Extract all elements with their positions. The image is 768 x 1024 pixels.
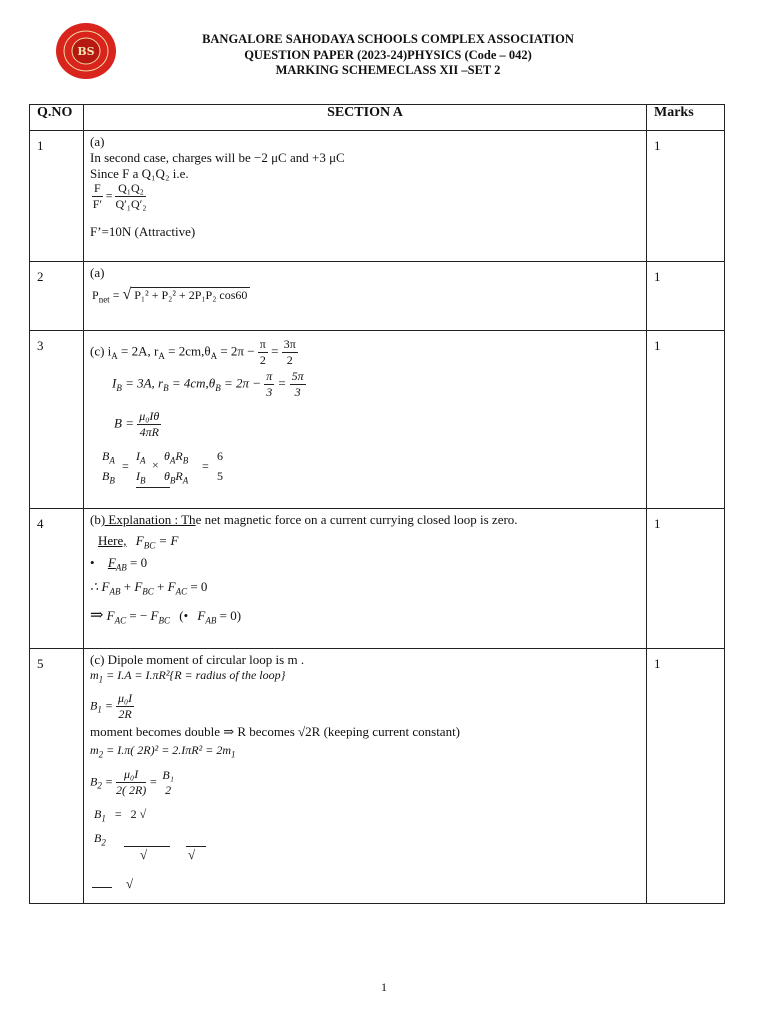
eq-sign: = −: [129, 608, 148, 623]
equals-sign: =: [104, 774, 113, 789]
force-vector: F: [134, 579, 143, 594]
answer-cell: [84, 509, 647, 649]
force-vector: F: [167, 579, 176, 594]
force-vector: F: [150, 608, 159, 623]
equals-sign: =: [277, 375, 287, 391]
explanation-line: [90, 512, 518, 528]
fraction-bar: [136, 487, 170, 488]
fraction-bar: [92, 887, 112, 888]
subscript: B: [169, 475, 176, 486]
implies-sign: ⇒: [90, 607, 104, 624]
fraction-numerator: B₁: [162, 767, 174, 782]
equals-sign: =: [149, 774, 158, 789]
eq-I: I: [112, 375, 117, 391]
moment-symbol: m: [90, 743, 99, 757]
answer-text: Since F a Q₁Q₂ i.e.: [90, 166, 189, 181]
subscript: BC: [142, 586, 154, 597]
subscript: AB: [205, 615, 217, 626]
plus-sign: +: [123, 579, 132, 594]
equals-sign: =: [112, 288, 123, 302]
subscript: BC: [158, 615, 171, 626]
equation-line: [90, 691, 134, 722]
fraction-denominator: 3: [266, 385, 273, 399]
paren-open: (•: [179, 608, 189, 623]
subscript: B: [182, 455, 189, 466]
subscript: AC: [175, 586, 188, 597]
field-symbol: B: [90, 698, 98, 713]
equation-line: [90, 337, 298, 368]
subscript: A: [111, 351, 118, 362]
equation-line: [90, 668, 285, 684]
subscript: B: [109, 475, 115, 486]
subscript: A: [210, 351, 218, 362]
plus-sign: +: [157, 579, 165, 594]
subscript: 2: [97, 780, 102, 791]
fraction-denominator: Q′₁Q′₂: [115, 197, 147, 211]
eq-B: B =: [114, 415, 134, 431]
bullet: •: [90, 555, 95, 570]
sqrt-icon: √: [140, 847, 148, 862]
equals-sign: =: [114, 807, 122, 821]
table-row: [30, 262, 725, 331]
answer-text: moment becomes double ⇒ R becomes √2R (keeping current constant): [90, 724, 461, 739]
force-vector: F: [197, 608, 206, 623]
answer-text: (c) Dipole moment of circular loop is m .: [90, 652, 305, 667]
fraction-denominator: 4πR: [139, 425, 159, 439]
question-number: 3: [30, 331, 84, 509]
equation: [92, 181, 146, 212]
subscript: 1: [231, 749, 236, 760]
marks-value: 1: [647, 331, 725, 509]
document-header: [150, 32, 626, 79]
force-vector: F: [107, 555, 116, 570]
eq-i: (c) i: [90, 343, 112, 359]
formula-subscript: net: [98, 294, 110, 305]
eq-rhs: = I.π( 2R)² = 2.IπR² = 2m: [106, 743, 231, 757]
subscript: B: [116, 383, 122, 394]
ratio-theta-top: θ: [164, 449, 170, 463]
equation-line: [94, 807, 146, 823]
equation-line: [90, 579, 207, 597]
times-sign: ×: [152, 458, 159, 472]
answer-cell: [84, 131, 647, 262]
fraction-denominator: 2: [165, 782, 172, 797]
eq-rhs: = I.A = I.πR²{R = radius of the loop}: [106, 668, 286, 682]
moment-symbol: m: [90, 668, 99, 682]
subscript: B: [163, 383, 169, 394]
ratio-b-bottom: B: [102, 469, 110, 483]
subscript: 2: [98, 749, 104, 760]
equals-sign: =: [122, 459, 129, 473]
eq-part: = 2π −: [223, 375, 262, 391]
subscript: 1: [98, 674, 104, 685]
subscript: A: [169, 455, 176, 466]
equation: [92, 286, 250, 304]
force-vector: F: [106, 608, 115, 623]
eq-rhs: = F: [158, 533, 179, 548]
fraction-numerator: μ₀I: [116, 767, 146, 783]
column-header-marks: Marks: [647, 105, 725, 131]
eq-rhs: = 0): [219, 608, 242, 623]
ratio-result-top: 6: [217, 449, 223, 463]
subscript: AC: [114, 615, 127, 626]
answer-cell: [84, 262, 647, 331]
answer-text: In second case, charges will be −2 μC and +3 μC: [90, 150, 345, 165]
field-symbol: B: [94, 831, 102, 845]
marks-value: 1: [647, 649, 725, 904]
equation-line: [90, 767, 176, 798]
equals-sign: =: [202, 459, 209, 473]
page-number: 1: [381, 980, 387, 994]
fraction-numerator: π: [266, 369, 273, 383]
header-line-1: BANGALORE SAHODAYA SCHOOLS COMPLEX ASSOCIATION: [202, 32, 574, 46]
eq-rhs: 2 √: [130, 807, 147, 821]
equation-line: [90, 555, 147, 573]
answer-option: (a): [90, 265, 105, 280]
ratio-theta-bottom: θ: [164, 469, 170, 483]
explanation-label: ) Explanation : Th: [100, 512, 196, 527]
column-header-qno: Q.NO: [30, 105, 84, 131]
equation-line: [94, 831, 106, 847]
sqrt-icon: √: [188, 847, 196, 862]
ratio-b-top: B: [102, 449, 110, 463]
eq-part: = 3A, r: [125, 375, 164, 391]
equation-line: [90, 743, 236, 759]
equals-sign: =: [271, 343, 279, 359]
subscript: 2: [101, 837, 106, 848]
subscript: B: [140, 475, 146, 486]
fraction-denominator: 2( 2R): [115, 783, 147, 797]
svg-text:BS: BS: [77, 45, 95, 58]
therefore-force: ∴ F: [90, 579, 110, 594]
marks-value: 1: [647, 131, 725, 262]
sqrt-icon: √: [122, 286, 132, 303]
fraction-numerator: Q₁Q₂: [115, 181, 146, 197]
answer-result: F’=10N (Attractive): [90, 224, 196, 239]
table-row: [30, 649, 725, 904]
fraction-numerator: 5π: [291, 369, 304, 383]
subscript: AB: [109, 586, 121, 597]
answer-cell: [84, 331, 647, 509]
eq-rhs: = 0: [190, 579, 208, 594]
subscript: A: [140, 455, 146, 466]
eq-part: = 2cm,θ: [168, 343, 211, 359]
question-number: 2: [30, 262, 84, 331]
subscript: 1: [101, 813, 106, 824]
fraction-denominator: 2R: [118, 707, 132, 721]
table-row: [30, 131, 725, 262]
fraction-denominator: F′: [92, 197, 102, 211]
explanation-option: (b: [90, 512, 101, 527]
subscript: 1: [97, 704, 102, 715]
subscript: B: [215, 383, 221, 394]
field-symbol: B: [94, 807, 102, 821]
equals-sign: =: [104, 698, 113, 713]
force-vector: F: [135, 533, 144, 548]
eq-rhs: = 0: [130, 555, 148, 570]
equals-sign: =: [105, 188, 113, 203]
subscript: A: [182, 475, 189, 486]
eq-part: = 4cm,θ: [171, 375, 216, 391]
equation-line: [112, 369, 306, 400]
fraction-denominator: 2: [286, 353, 293, 367]
subscript: AB: [115, 562, 127, 573]
table-row: [30, 509, 725, 649]
table-row: [30, 331, 725, 509]
marks-value: 1: [647, 509, 725, 649]
question-number: 5: [30, 649, 84, 904]
sqrt-icon: √: [126, 876, 134, 891]
fraction-numerator: μ₀I: [117, 691, 133, 705]
equation-line: [114, 409, 161, 440]
header-line-3: MARKING SCHEMECLASS XII –SET 2: [275, 63, 501, 77]
ratio-result-bottom: 5: [217, 469, 223, 483]
equation-line: [98, 533, 178, 551]
formula-rhs: P₁² + P₂² + 2P₁P₂ cos60: [131, 287, 250, 302]
answer-cell: [84, 649, 647, 904]
fraction-denominator: 3: [294, 385, 301, 399]
header-line-2: QUESTION PAPER (2023-24)PHYSICS (Code – 042): [244, 47, 532, 62]
marks-value: 1: [647, 262, 725, 331]
marking-scheme-table: [29, 104, 725, 904]
here-label: Here,: [98, 533, 127, 548]
fraction-denominator: 2: [259, 353, 266, 367]
question-number: 1: [30, 131, 84, 262]
school-logo: [55, 22, 117, 80]
field-symbol: B: [90, 774, 98, 789]
ratio-i-bottom: I: [136, 469, 140, 483]
eq-part: = 2A, r: [121, 343, 159, 359]
fraction-numerator: π: [259, 337, 266, 351]
fraction-numerator: 3π: [283, 337, 296, 351]
fraction-numerator: μ₀Iθ: [139, 409, 160, 423]
question-number: 4: [30, 509, 84, 649]
column-header-section: SECTION A: [84, 105, 647, 131]
subscript: A: [158, 351, 165, 362]
answer-option: (a): [90, 134, 105, 149]
equation-line: [90, 605, 241, 626]
formula-lhs: P: [92, 288, 99, 302]
ratio-i-top: I: [136, 449, 140, 463]
ratio-equation: $B_A$ $B_B$ = $I_A$ $I_B$ × $\theta_AR_B$ $\theta_BR_A$ = 6 5: [102, 449, 242, 489]
subscript: A: [109, 455, 115, 466]
fraction-numerator: F: [94, 181, 101, 195]
subscript: BC: [143, 540, 156, 551]
explanation-text: e net magnetic force on a current currying closed loop is zero.: [195, 512, 518, 527]
eq-part: = 2π −: [220, 343, 255, 359]
